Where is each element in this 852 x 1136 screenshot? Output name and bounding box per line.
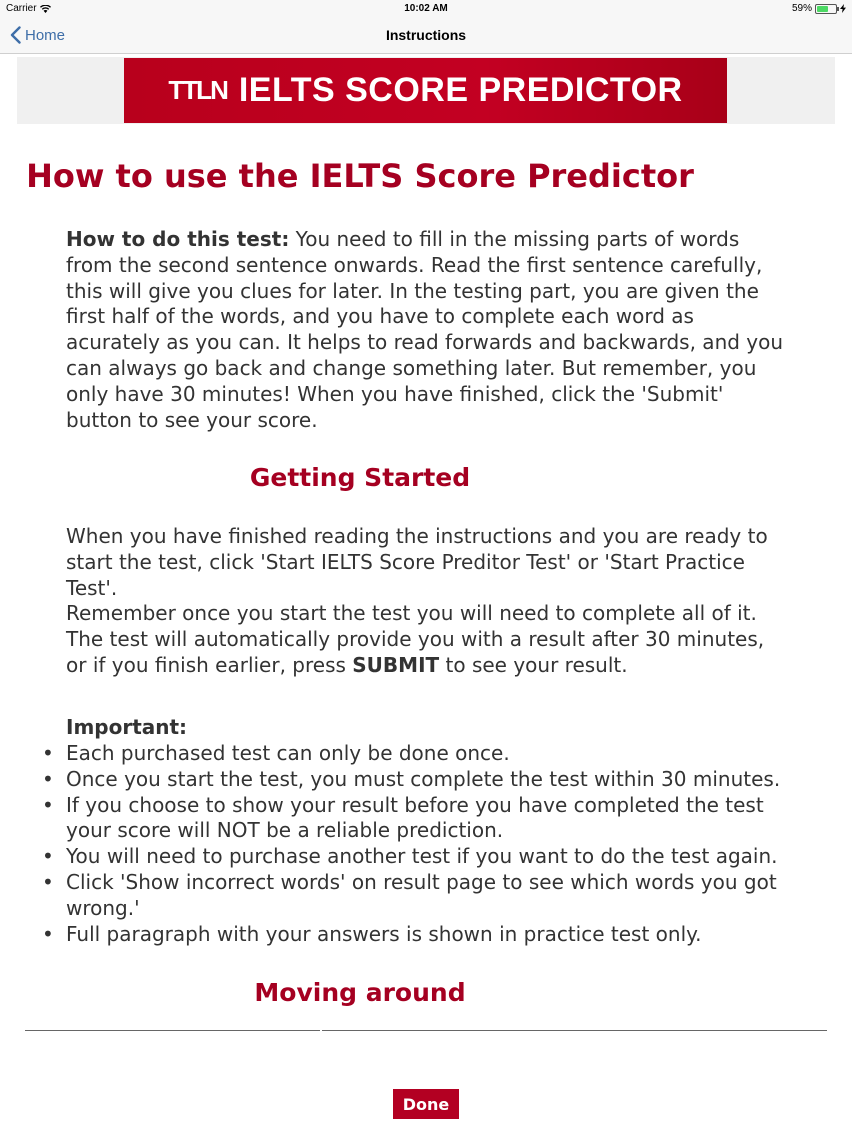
submit-emphasis: SUBMIT (352, 652, 440, 677)
how-to-body: You need to fill in the missing parts of words from the second sentence onwards. Read the first sentence carefully, this will give you clues for later. In the testing part, you are given the first half of the words, and you have to complete each word as acurately as you can. It helps to read forwards and backwards, and you can always go back and change something later. But remember, you only have 30 minutes! When you have finished, click the 'Submit' button to see your score. (66, 227, 784, 432)
moving-around-heading: Moving around (254, 978, 466, 1007)
how-to-paragraph (66, 227, 786, 433)
ttln-logo: TTLN (168, 75, 227, 105)
back-label: Home (25, 26, 66, 44)
important-list-item: • If you choose to show your result before you have completed the test your score will NOT be a reliable prediction. (66, 793, 796, 845)
important-list-item: • Click 'Show incorrect words' on result page to see which words you got wrong.' (66, 870, 796, 922)
home-back-button[interactable] (10, 26, 65, 44)
banner-area (17, 57, 835, 124)
navigation-bar (0, 18, 852, 54)
done-button[interactable]: Done (393, 1089, 459, 1119)
status-bar (0, 0, 852, 18)
main-heading: How to use the IELTS Score Predictor (26, 157, 694, 195)
carrier-label: Carrier (6, 3, 37, 14)
gs-p2-part-b: to see your result. (439, 652, 628, 677)
battery-icon (815, 4, 837, 14)
status-time: 10:02 AM (404, 3, 448, 14)
battery-percent: 59% (791, 3, 812, 14)
battery-level (817, 6, 828, 12)
important-list-item: • Once you start the test, you must complete the test within 30 minutes. (66, 767, 796, 793)
banner-title: IELTS SCORE PREDICTOR (238, 71, 683, 109)
important-list (66, 741, 796, 947)
getting-started-heading: Getting Started (249, 463, 471, 492)
important-list-item: • Full paragraph with your answers is shown in practice test only. (66, 922, 796, 948)
chevron-left-icon (10, 26, 21, 44)
divider-right (322, 1030, 827, 1031)
page-title: Instructions (385, 27, 467, 43)
charging-bolt-icon (840, 4, 846, 13)
important-list-item: • You will need to purchase another test if you want to do the test again. (66, 844, 796, 870)
important-heading: Important: (66, 715, 188, 739)
getting-started-paragraph-1: When you have finished reading the instructions and you are ready to start the test, click 'Start IELTS Score Preditor Test' or 'Start Practice Test'. (66, 524, 768, 600)
gs-p2-part-a: Remember once you start the test you will need to complete all of it. The test will automatically provide you with a result after 30 minutes, or if you finish earlier, press (66, 601, 765, 677)
status-right (792, 3, 846, 14)
important-list-item: • Each purchased test can only be done once. (66, 741, 796, 767)
divider-left (25, 1030, 320, 1031)
getting-started-paragraph-2 (66, 601, 786, 678)
ielts-banner (124, 58, 727, 123)
how-to-lead: How to do this test: (66, 227, 290, 251)
